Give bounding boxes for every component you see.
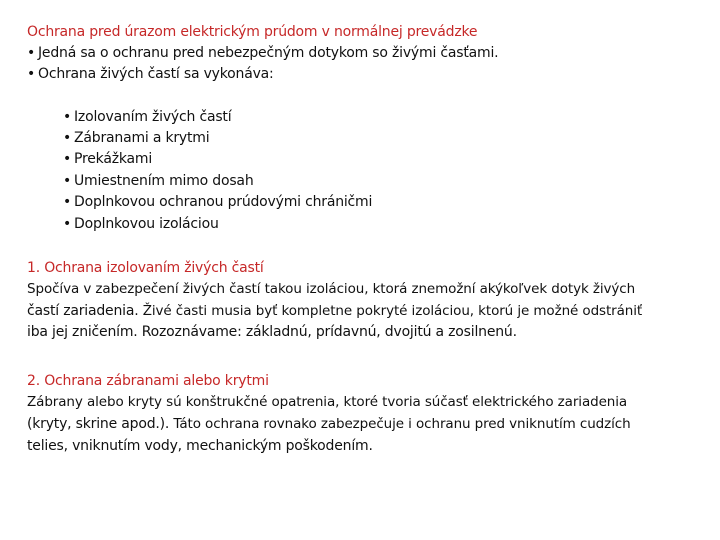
method-item: • Doplnkovou ochranou prúdovými chráničmi <box>63 192 372 213</box>
section2-text-fragment: (kryty, skrine apod.). <box>27 416 170 432</box>
method-item: • Prekážkami <box>63 149 152 170</box>
section1-title: 1. Ochrana izolovaním živých častí <box>27 260 264 276</box>
section2-text-line: Zábrany alebo kryty sú konštrukčné opatrenia, ktoré tvoria súčasť elektrického zariadenia <box>27 394 628 410</box>
method-item: • Doplnkovou izoláciou <box>63 214 219 235</box>
section2-text-line <box>27 414 631 435</box>
section2-text-line: telies, vniknutím vody, mechanickým poškodením. <box>27 438 373 454</box>
method-item: • Zábranami a krytmi <box>63 128 209 149</box>
section2-text-fragment: Táto ochrana rovnako zabezpečuje i ochranu pred vniknutím cudzích <box>173 416 631 432</box>
method-item: • Izolovaním živých častí <box>63 107 231 128</box>
method-item: • Umiestnením mimo dosah <box>63 171 254 192</box>
section1-text-fragment: Živé časti musia byť kompletne pokryté izoláciou, ktorú je možné odstrániť <box>142 303 643 319</box>
intro-bullet: • Jedná sa o ochranu pred nebezpečným dotykom so živými časťami. <box>27 43 498 64</box>
slide-heading: Ochrana pred úrazom elektrickým prúdom v normálnej prevádzke <box>27 24 478 40</box>
intro-bullet: • Ochrana živých častí sa vykonáva: <box>27 64 274 85</box>
section1-text-fragment: častí zariadenia. <box>27 303 139 319</box>
section1-text-line: Spočíva v zabezpečení živých častí takou izoláciou, ktorá znemožní akýkoľvek dotyk živých <box>27 281 636 297</box>
section1-text-line <box>27 301 642 322</box>
section1-text-line: iba jej zničením. Rozoznávame: základnú, prídavnú, dvojitú a zosilnenú. <box>27 324 517 340</box>
section2-title: 2. Ochrana zábranami alebo krytmi <box>27 373 269 389</box>
